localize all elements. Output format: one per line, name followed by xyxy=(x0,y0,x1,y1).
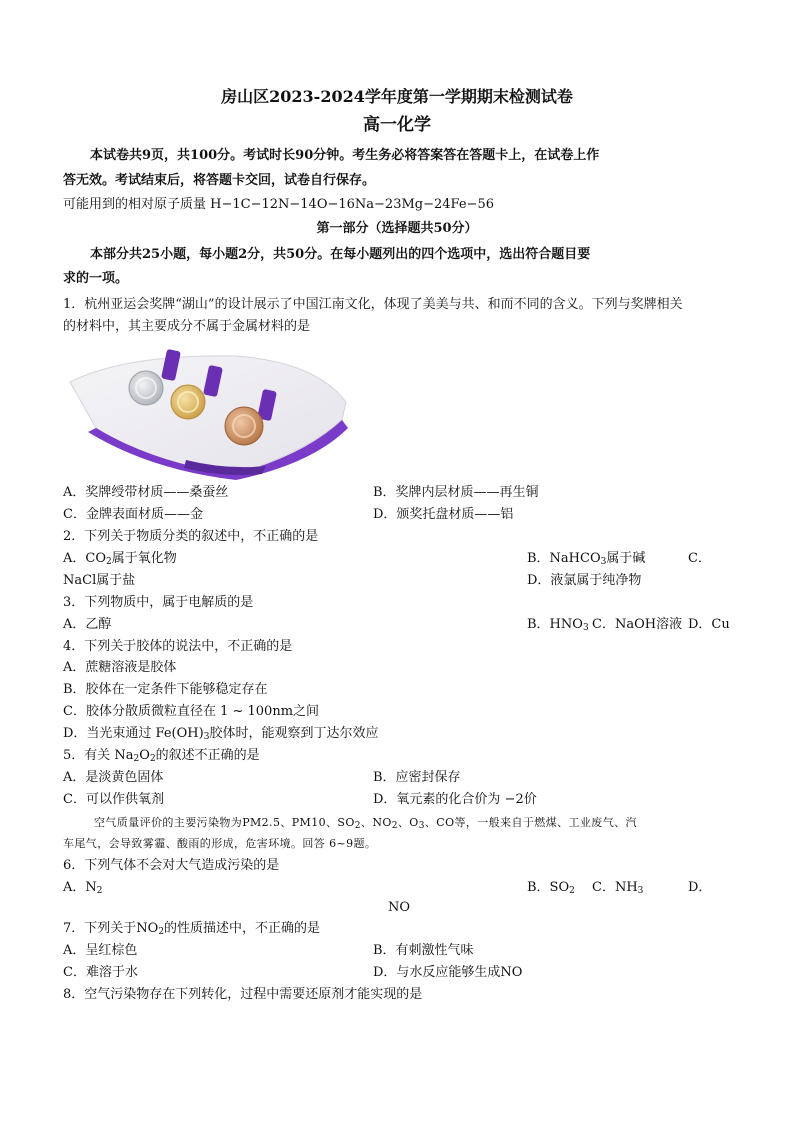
q1-option-a[interactable]: A．奖牌绶带材质——桑蚕丝 xyxy=(63,485,229,500)
q5-option-c[interactable]: C．可以作供氧剂 xyxy=(63,792,164,807)
q1-option-b[interactable]: B．奖牌内层材质——再生铜 xyxy=(373,485,539,500)
q2-option-b[interactable]: B．NaHCO$_3$属于碱 xyxy=(527,551,646,567)
part1-desc-1: 本部分共25小题，每小题2分，共50分。在每小题列出的四个选项中，选出符合题目要 xyxy=(90,247,591,262)
intro-line-2: 答无效。考试结束后，将答题卡交回，试卷自行保存。 xyxy=(63,173,376,188)
q2-stem: 2．下列关于物质分类的叙述中，不正确的是 xyxy=(63,529,319,544)
q6-option-d-label[interactable]: D． xyxy=(688,880,712,895)
q2-option-c-label[interactable]: C． xyxy=(688,551,711,566)
q6-option-d-text[interactable]: NO xyxy=(388,900,411,915)
q1-stem-1: 1．杭州亚运会奖牌“湖山”的设计展示了中国江南文化，体现了美美与共、和而不同的含义。下列与奖牌相关 xyxy=(63,297,683,312)
passage-line-1: 空气质量评价的主要污染物为PM2.5、PM10、$SO_2$、$NO_2$、$O_3$、CO等，一般来自于燃煤、工业废气、汽 xyxy=(94,816,637,831)
q6-option-a[interactable]: A．$N_2$ xyxy=(63,880,103,896)
q8-stem: 8．空气污染物存在下列转化，过程中需要还原剂才能实现的是 xyxy=(63,987,423,1002)
part1-heading: 第一部分（选择题共50分） xyxy=(316,221,478,236)
exam-subtitle: 高一化学 xyxy=(363,115,431,135)
q6-option-c[interactable]: C．$NH_3$ xyxy=(592,880,644,896)
q5-option-b[interactable]: B．应密封保存 xyxy=(373,770,461,785)
q7-option-d[interactable]: D．与水反应能够生成NO xyxy=(373,965,523,980)
q4-option-b[interactable]: B．胶体在一定条件下能够稳定存在 xyxy=(63,682,268,697)
q5-option-d[interactable]: D．氧元素的化合价为 −2价 xyxy=(373,792,537,807)
intro-line-1: 本试卷共9页，共100分。考试时长90分钟。考生务必将答案答在答题卡上，在试卷上作 xyxy=(90,148,600,163)
q1-stem-2: 的材料中，其主要成分不属于金属材料的是 xyxy=(63,319,311,334)
q7-option-a[interactable]: A．呈红棕色 xyxy=(63,943,138,958)
passage-line-2: 车尾气，会导致雾霾、酸雨的形成，危害环境。回答 6~9题。 xyxy=(63,837,377,850)
q7-option-b[interactable]: B．有刺激性气味 xyxy=(373,943,474,958)
q6-stem: 6．下列气体不会对大气造成污染的是 xyxy=(63,858,280,873)
q3-option-b[interactable]: B．$HNO_3$ xyxy=(527,617,589,633)
q5-stem: 5．有关 $Na_2O_2$的叙述不正确的是 xyxy=(63,748,260,764)
atomic-mass-line: 可能用到的相对原子质量 H−1C−12N−14O−16Na−23Mg−24Fe−56 xyxy=(63,197,494,212)
q3-option-c[interactable]: C．NaOH溶液 xyxy=(592,617,683,632)
q3-option-a[interactable]: A．乙醇 xyxy=(63,617,112,632)
q2-option-c-text[interactable]: NaCl属于盐 xyxy=(63,573,136,588)
q4-option-c[interactable]: C．胶体分散质微粒直径在 1 ~ 100nm之间 xyxy=(63,704,320,719)
q4-option-d[interactable]: D．当光束通过 $Fe(OH)_3$胶体时，能观察到丁达尔效应 xyxy=(63,726,379,742)
q4-option-a[interactable]: A．蔗糖溶液是胶体 xyxy=(63,660,177,675)
q2-option-d[interactable]: D．液氯属于纯净物 xyxy=(527,573,642,588)
q5-option-a[interactable]: A．是淡黄色固体 xyxy=(63,770,164,785)
q1-option-d[interactable]: D．颁奖托盘材质——铝 xyxy=(373,507,514,522)
q1-option-c[interactable]: C．金牌表面材质——金 xyxy=(63,507,203,522)
q2-option-a[interactable]: A．$CO_2$属于氧化物 xyxy=(63,551,177,567)
q3-stem: 3．下列物质中，属于电解质的是 xyxy=(63,595,254,610)
q4-stem: 4．下列关于胶体的说法中，不正确的是 xyxy=(63,639,293,654)
medal-tray-image xyxy=(66,342,350,480)
q6-option-b[interactable]: B．$SO_2$ xyxy=(527,880,575,896)
q7-stem: 7．下列关于$NO_2$的性质描述中，不正确的是 xyxy=(63,921,321,937)
part1-desc-2: 求的一项。 xyxy=(63,271,129,286)
q7-option-c[interactable]: C．难溶于水 xyxy=(63,965,138,980)
q3-option-d[interactable]: D．Cu xyxy=(688,617,730,632)
exam-title: 房山区2023-2024学年度第一学期期末检测试卷 xyxy=(221,87,573,106)
